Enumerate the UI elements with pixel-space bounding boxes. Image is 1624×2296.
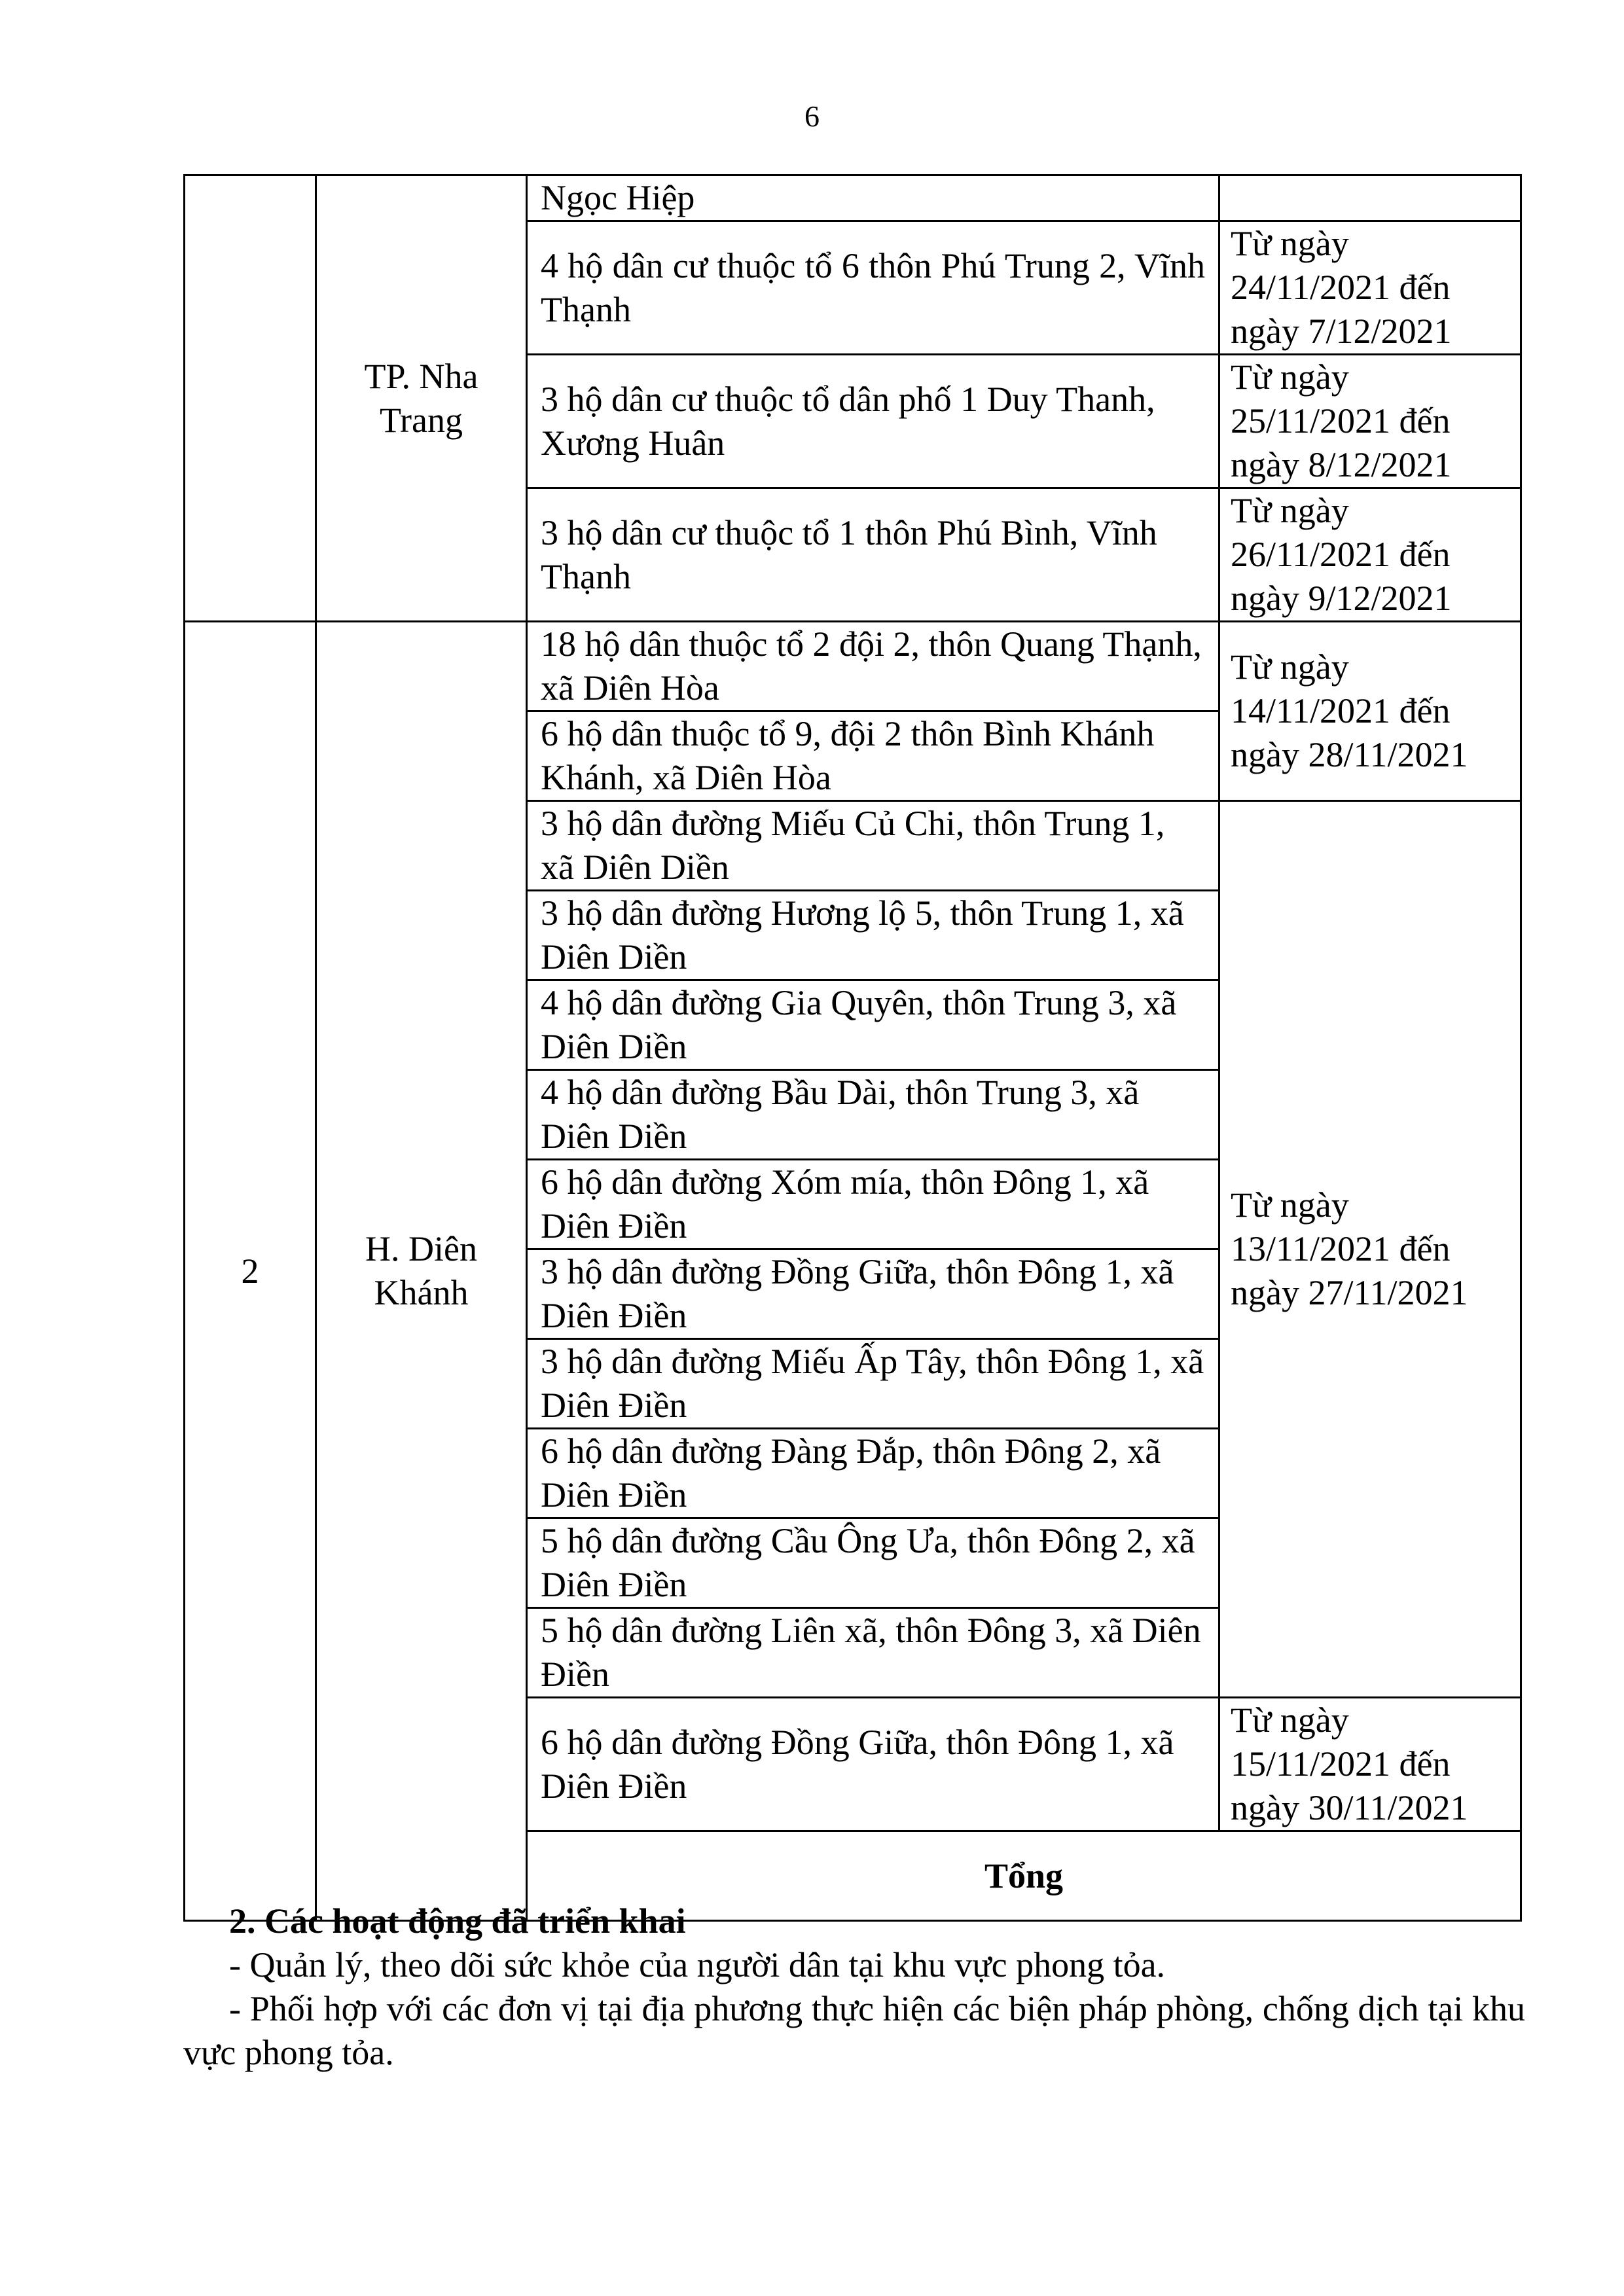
location-description-cell: Ngọc Hiệp xyxy=(527,175,1219,221)
page-number: 6 xyxy=(804,99,820,133)
bullet-item: - Quản lý, theo dõi sức khỏe của người dân tại khu vực phong tỏa. xyxy=(229,1945,1166,1984)
quarantine-period-cell: Từ ngày 26/11/2021 đến ngày 9/12/2021 xyxy=(1219,488,1521,622)
group-number-cell: 2 xyxy=(185,622,316,1921)
location-description-cell: 4 hộ dân đường Gia Quyên, thôn Trung 3, xã Diên Diền xyxy=(527,980,1219,1070)
quarantine-period-cell: Từ ngày 24/11/2021 đến ngày 7/12/2021 xyxy=(1219,221,1521,355)
group-number-cell xyxy=(185,175,316,622)
quarantine-table xyxy=(183,174,1522,1922)
quarantine-period-cell: Từ ngày 13/11/2021 đến ngày 27/11/2021 xyxy=(1219,801,1521,1698)
location-description-cell: 5 hộ dân đường Cầu Ông Ưa, thôn Đông 2, xã Diên Điền xyxy=(527,1518,1219,1608)
group-location-cell: H. Diên Khánh xyxy=(316,622,527,1921)
location-description-cell: 3 hộ dân cư thuộc tổ 1 thôn Phú Bình, Vĩnh Thạnh xyxy=(527,488,1219,622)
location-description-cell: 4 hộ dân đường Bầu Dài, thôn Trung 3, xã Diên Diền xyxy=(527,1070,1219,1160)
table-row xyxy=(185,175,1521,221)
location-description-cell: 3 hộ dân đường Hương lộ 5, thôn Trung 1, xã Diên Diền xyxy=(527,891,1219,980)
activities-section xyxy=(183,1899,1525,2075)
quarantine-period-cell: Từ ngày 15/11/2021 đến ngày 30/11/2021 xyxy=(1219,1698,1521,1831)
location-description-cell: 3 hộ dân đường Miếu Củ Chi, thôn Trung 1, xã Diên Diền xyxy=(527,801,1219,891)
bullet-text: - Phối hợp với các đơn vị tại địa phương thực hiện các biện pháp phòng, chống dịch tại khu vực phong tỏa. xyxy=(183,1989,1525,2072)
location-description-cell: 3 hộ dân cư thuộc tổ dân phố 1 Duy Thanh, Xương Huân xyxy=(527,355,1219,488)
group-location-cell: TP. Nha Trang xyxy=(316,175,527,622)
quarantine-period-cell xyxy=(1219,175,1521,221)
location-description-cell: 6 hộ dân đường Đàng Đắp, thôn Đông 2, xã Diên Điền xyxy=(527,1429,1219,1518)
location-description-cell: 6 hộ dân thuộc tổ 9, đội 2 thôn Bình Khánh Khánh, xã Diên Hòa xyxy=(527,711,1219,801)
section-heading: 2. Các hoạt động đã triển khai xyxy=(229,1901,686,1941)
location-description-cell: 3 hộ dân đường Đồng Giữa, thôn Đông 1, xã Diên Điền xyxy=(527,1249,1219,1339)
quarantine-period-cell: Từ ngày 14/11/2021 đến ngày 28/11/2021 xyxy=(1219,622,1521,801)
location-description-cell: 6 hộ dân đường Xóm mía, thôn Đông 1, xã Diên Điền xyxy=(527,1160,1219,1249)
location-description-cell: 5 hộ dân đường Liên xã, thôn Đông 3, xã Diên Điền xyxy=(527,1608,1219,1698)
location-description-cell: 3 hộ dân đường Miếu Ấp Tây, thôn Đông 1, xã Diên Điền xyxy=(527,1339,1219,1429)
location-description-cell: 6 hộ dân đường Đồng Giữa, thôn Đông 1, xã Diên Điền xyxy=(527,1698,1219,1831)
location-description-cell: 4 hộ dân cư thuộc tổ 6 thôn Phú Trung 2, Vĩnh Thạnh xyxy=(527,221,1219,355)
table-row xyxy=(185,622,1521,711)
location-description-cell: 18 hộ dân thuộc tổ 2 đội 2, thôn Quang Thạnh, xã Diên Hòa xyxy=(527,622,1219,711)
bullet-item xyxy=(183,1987,1525,2075)
quarantine-period-cell: Từ ngày 25/11/2021 đến ngày 8/12/2021 xyxy=(1219,355,1521,488)
total-label: Tổng xyxy=(527,1831,1521,1921)
